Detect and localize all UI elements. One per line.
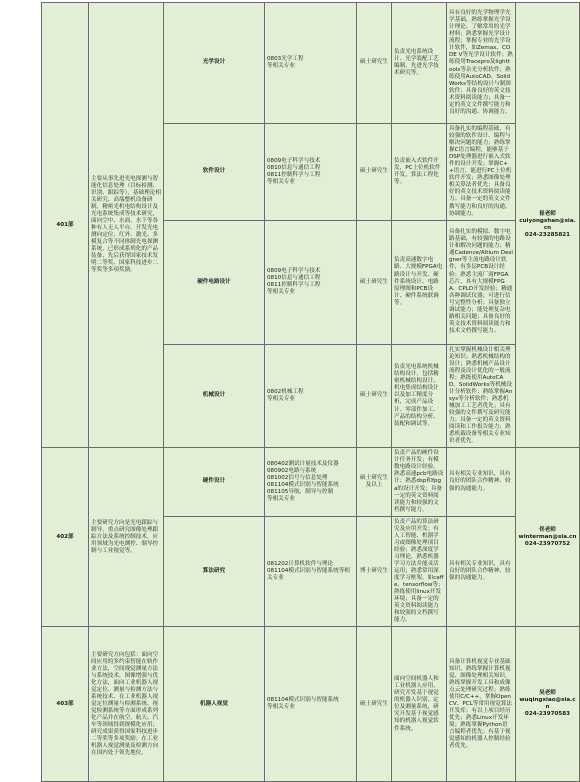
position-requirement: 具备计算机视觉专业基础知识，熟练掌握计算机视觉、图像处理相关知识，熟练掌握开发工具和成像点云处理研究过程；熟练使用C/C++，掌握OpenCV、PCL等常用视觉算法开发库；有以上项目经历优先；熟悉Linux开发环境；熟练掌握Python语言编程者优先；有基于视觉感知的机器人控制经验者优先。 [447,627,516,782]
position-title: 算法研究 [164,516,265,627]
position-title: 硬件电路设计 [164,220,265,344]
dept-code-403: 403部 [42,627,89,782]
position-title: 硬件设计 [164,448,265,516]
contact-403 [516,627,580,782]
position-major: 0803光学工程 等相关专业 [265,3,357,124]
position-education: 硕士研究生 [357,220,392,344]
contact-name: 吴老师 [539,690,556,697]
position-requirement: 具有相关专业知识，具有良好的团队合作精神、较强的沟通能力。 [447,448,516,516]
contact-email[interactable]: cuiyongshan@sia.cn [519,218,576,232]
contact-402 [516,448,580,627]
position-title: 机器人视觉 [164,627,265,782]
dept-intro-403: 主要研究方向包括：面向空间应用的多约束智能在轨作业方法，空间视觉测量方法与系统技术，图像增强与优化方法，面向工业机器人视觉定位、测量与检测方法与系统技术，在工业机器人视觉定位测量与检测系统、视觉检测系统等方面形成系列化产品并在航空、航天、汽车等领域得到规模化应用；研究成果获得国家科技进步二等奖等多项奖励；在工业机器人视觉测量及检测方向在国内处于领先地位。 [89,627,164,782]
dept-intro-402: 主要研究方向是光电跟踪与制导，重点研究图像处理跟踪方法及系统控制技术，应用领域为光电测控、制导控制与工业视觉等。 [89,448,164,627]
position-requirement: 具备扎实的模拟、数字电路基础，有较强的电路设计和解决问题的能力；精通Cadence/Altium Designer等主流电路设计软件，有多层PCB设计经验；熟悉主流厂商FPGA芯片，具有大规模FPGA、CPLD开发经验；精通各种调试仪器；可进行信号完整性分析；具备独立调试能力；能处理复杂电路相关问题；具备良好的英文技术资料阅读能力和技术文档撰写能力。 [447,220,516,344]
position-duty: 负责光电系统机械结构设计，包括精密机械结构设计，机电集成结构设计以及加工精度分析，完成产品设计、零部件加工、产品的结构分析、装配和调试等。 [392,344,447,448]
position-major: 0809电子科学与技术 0810信息与通信工程 0811控制科学与工程 等相关专业 [265,220,357,344]
contact-email[interactable]: winterman@sia.cn [518,533,577,540]
contact-401 [516,3,580,448]
table-row [42,627,580,782]
position-duty: 负责嵌入式软件开发，PC上位机软件开发，算法工程化等。 [392,124,447,221]
position-title: 软件设计 [164,124,265,221]
dept-code-401: 401部 [42,3,89,448]
position-requirement: 具有良好的光学物理学光学基础，熟练掌握光学设计理论、了解常用的光学材料；熟悉掌握光学设计流程；掌握专业的光学设计软件，如Zemax、CODE V等光学设计软件；熟练使用Tracepro及lighttools等杂光分析软件；熟练使用AutoCAD、SolidWorks等结构设计与制图软件；具备良好的英文技术资料阅读能力；具备一定的英文文件撰写能力和良好的沟通、协调能力。 [447,3,516,124]
contact-phone: 024-23285821 [524,232,571,239]
position-requirement: 扎实掌握机械设计相关理论知识；熟悉机械结构的设计；熟悉机械产品设计流程及设计优化的一般流程；熟练使用AutoCAD、SolidWorks等机械设计分析软件；熟练掌握Ansys等分析软件；熟悉机械加工工艺者优先；具有较强的文件撰写及研究能力；具备一定的英文资料阅读和工作报告能力；熟悉机载设备等相关专业知识者优先。 [447,344,516,448]
dept-code-402: 402部 [42,448,89,627]
position-education: 硕士研究生 [357,124,392,221]
position-major: 080402测试计量技术及仪器 080902电路与系统 081002信号与信息处理 081104模式识别与智能系统 081105导航、制导与控制 等相关专业 [265,448,357,516]
contact-phone: 024-23970583 [524,711,571,718]
position-title: 光学设计 [164,3,265,124]
contact-email[interactable]: wuqingxiao@sia.cn [519,697,576,711]
position-education: 硕士研究生 [357,3,392,124]
position-education: 博士研究生 [357,516,392,627]
position-major: 081104模式识别与智能系统 等相关专业 [265,627,357,782]
position-duty: 负责高速数字电路、大规模FPGA电路设计与开发、硬件系统设计、电路原理图和PCB设计、硬件系统联调等。 [392,220,447,344]
position-education: 硕士研究生 [357,627,392,782]
contact-phone: 024-23970752 [524,540,571,547]
position-education: 硕士研究生及以上 [357,448,392,516]
contact-name: 佟老师 [539,526,556,533]
position-title: 机械设计 [164,344,265,448]
position-education: 硕士研究生 [357,344,392,448]
table-row [42,3,580,124]
position-major: 081202计算机软件与理论 081104模式识别与智能系统等相关专业 [265,516,357,627]
position-duty: 负责产品的硬件设计任务开发；有模数电路设计经验，熟悉高速pcb电路设计；熟悉dsp和fpga的设计开发；具备一定的英文资料阅读能力和较强的文档撰写能力。 [392,448,447,516]
position-duty: 面向空间机器人和工业机器人应用，研究开发基于视觉的机器人识别、定位及测量系统，研究开发基于视觉感知的机器人视觉软件系统。 [392,627,447,782]
position-major: 0809电子科学与技术 0810信息与通信工程 0811控制科学与工程 等相关专业 [265,124,357,221]
dept-intro-401: 主要从事先进光电探测与智能化信息处理（目标检测、识别、跟踪等），基础理论相关研究、高端整机设备研制，精密光机电结构设计及光电系统集成等技术研究，面向空中、水面、水下等各种有人无人平台，开发光电测向定位、红外、激光、多模复合等不同体制光电探测系统，已形成系列化的产品装备，先后获得国家技术发明二等奖、国家科技进步二等奖等多项奖励。 [89,3,164,448]
contact-name: 崔老师 [539,211,556,218]
position-requirement: 具备扎实的编程基础，有较强的软件设计、编程与解决问题的能力；熟练掌握C语言编程，能够基于DSP处理器进行嵌入式软件的设计开发；掌握C++语言，能进行PC上位机软件开发；熟悉图像处理相关算法者优先；具备良好的英文技术资料阅读能力；具备一定的英文文件撰写能力和良好的沟通、协调能力。 [447,124,516,221]
recruitment-table [41,2,580,782]
table-row [42,448,580,516]
position-requirement: 具有相关专业知识，具有良好的团队合作精神、较强的沟通能力。 [447,516,516,627]
position-duty: 负责光电系统设计、光学装配工艺编制、先进光学技术研究等。 [392,3,447,124]
position-major: 0802机械工程 等相关专业 [265,344,357,448]
position-duty: 负责产品的算法研究及应用开发；有人工智能、机器学习或图像处理项目经验；熟悉深度学习理论，熟悉机器学习方法并能灵活运用；熟悉常用深度学习框架，如caffe、tensorflow等；熟练使用linux开发环境；具备一定的英文资料阅读能力和较强的文档撰写能力。 [392,516,447,627]
